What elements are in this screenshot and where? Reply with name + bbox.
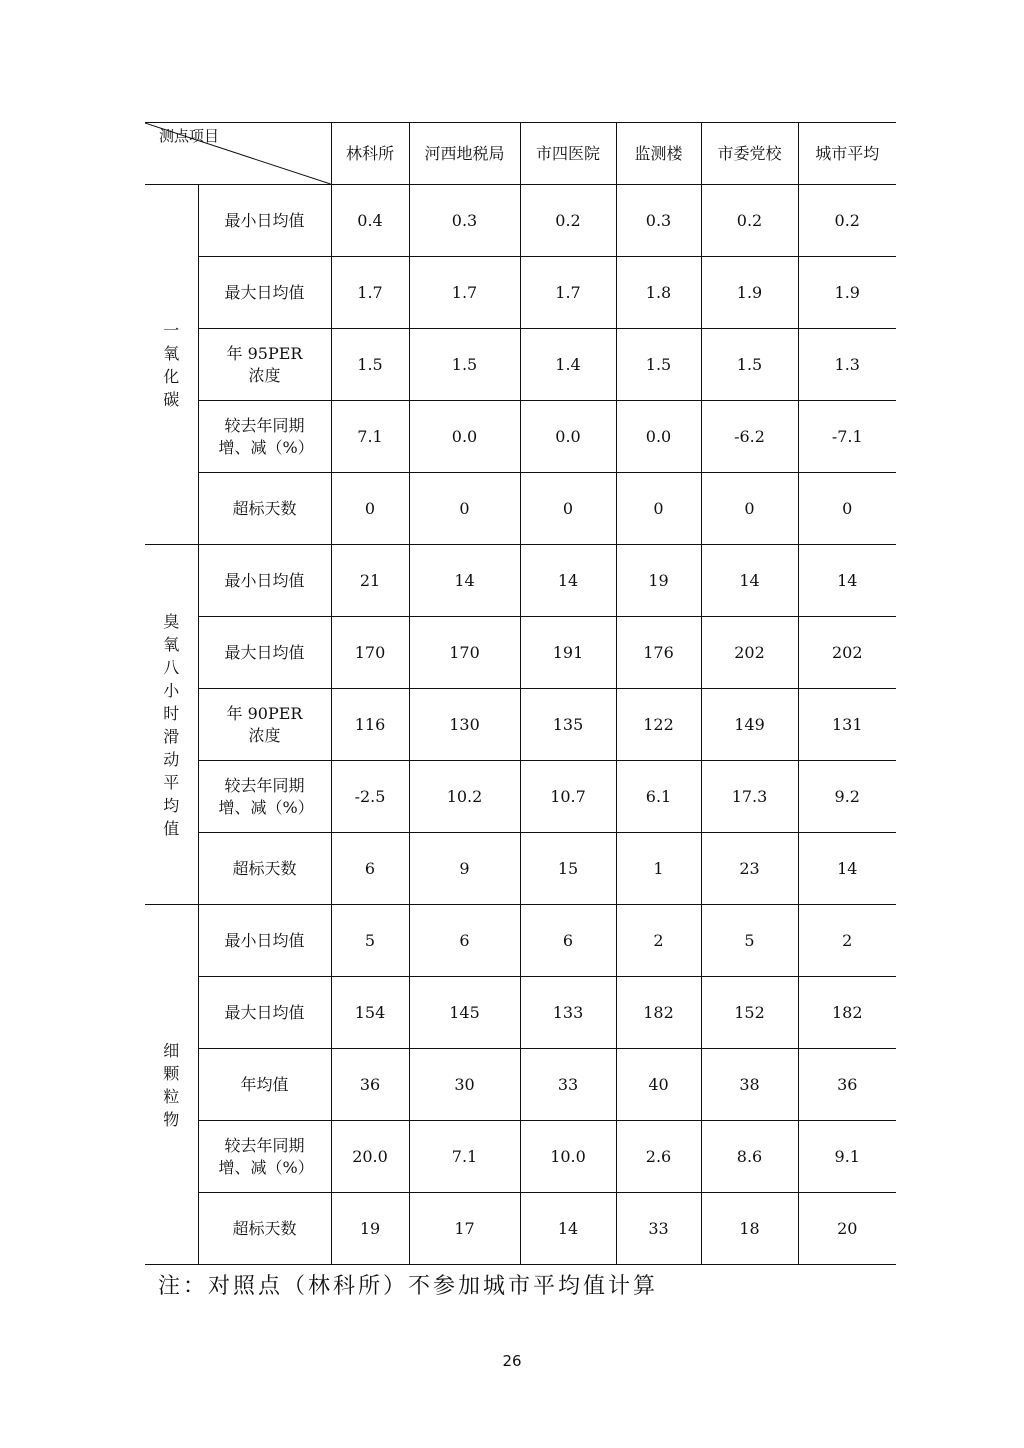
value-cell: 0.3 [616, 185, 701, 257]
value-cell: 18 [701, 1193, 798, 1265]
group-label-cell [145, 545, 198, 905]
value-cell: 0.0 [520, 401, 616, 473]
value-cell: 36 [798, 1049, 896, 1121]
table-note: 注：对照点（林科所）不参加城市平均值计算 [158, 1274, 659, 1299]
value-cell: 149 [701, 689, 798, 761]
value-cell: 6 [409, 905, 520, 977]
value-cell: 17 [409, 1193, 520, 1265]
value-cell: 135 [520, 689, 616, 761]
value-cell: 1.7 [331, 257, 409, 329]
metric-label: 最小日均值 [198, 545, 331, 617]
value-cell: 2 [798, 905, 896, 977]
value-cell: 20 [798, 1193, 896, 1265]
value-cell: 14 [798, 833, 896, 905]
value-cell: 10.0 [520, 1121, 616, 1193]
value-cell: 133 [520, 977, 616, 1049]
table-row [145, 905, 896, 977]
value-cell: 9.1 [798, 1121, 896, 1193]
value-cell: 8.6 [701, 1121, 798, 1193]
table-row [145, 1193, 896, 1265]
value-cell: 21 [331, 545, 409, 617]
value-cell: 19 [331, 1193, 409, 1265]
table-row [145, 185, 896, 257]
value-cell: 33 [616, 1193, 701, 1265]
station-header: 林科所 [331, 123, 409, 185]
station-header: 监测楼 [616, 123, 701, 185]
value-cell: 10.7 [520, 761, 616, 833]
group-label: 一氧化碳 [163, 320, 180, 409]
value-cell: 30 [409, 1049, 520, 1121]
value-cell: 170 [409, 617, 520, 689]
value-cell: 191 [520, 617, 616, 689]
value-cell: 5 [331, 905, 409, 977]
value-cell: 1.3 [798, 329, 896, 401]
value-cell: 130 [409, 689, 520, 761]
value-cell: 2.6 [616, 1121, 701, 1193]
value-cell: 19 [616, 545, 701, 617]
value-cell: 20.0 [331, 1121, 409, 1193]
metric-label: 最小日均值 [198, 905, 331, 977]
value-cell: 6.1 [616, 761, 701, 833]
value-cell: 0 [409, 473, 520, 545]
value-cell: 0 [616, 473, 701, 545]
table-row [145, 545, 896, 617]
value-cell: -7.1 [798, 401, 896, 473]
value-cell: 23 [701, 833, 798, 905]
table-row [145, 617, 896, 689]
value-cell: 0 [701, 473, 798, 545]
value-cell: 14 [701, 545, 798, 617]
header-row [145, 123, 896, 185]
value-cell: 0 [520, 473, 616, 545]
value-cell: 0.0 [409, 401, 520, 473]
value-cell: 7.1 [331, 401, 409, 473]
value-cell: 38 [701, 1049, 798, 1121]
metric-label: 较去年同期增、减（%） [198, 401, 331, 473]
value-cell: 40 [616, 1049, 701, 1121]
value-cell: 0.0 [616, 401, 701, 473]
metric-label: 最大日均值 [198, 617, 331, 689]
corner-header-cell [145, 123, 331, 185]
value-cell: 0.4 [331, 185, 409, 257]
page-number: 26 [502, 1352, 522, 1370]
value-cell: 1.9 [798, 257, 896, 329]
value-cell: 14 [409, 545, 520, 617]
table-row [145, 401, 896, 473]
value-cell: 170 [331, 617, 409, 689]
table-row [145, 689, 896, 761]
value-cell: 6 [520, 905, 616, 977]
group-label-cell [145, 905, 198, 1265]
value-cell: 17.3 [701, 761, 798, 833]
metric-label: 最大日均值 [198, 257, 331, 329]
group-label: 细颗粒物 [163, 1040, 180, 1129]
value-cell: 0.2 [701, 185, 798, 257]
value-cell: 9 [409, 833, 520, 905]
value-cell: 14 [520, 1193, 616, 1265]
table-row [145, 1049, 896, 1121]
value-cell: 10.2 [409, 761, 520, 833]
value-cell: 152 [701, 977, 798, 1049]
value-cell: 1.7 [409, 257, 520, 329]
value-cell: 1.9 [701, 257, 798, 329]
value-cell: 9.2 [798, 761, 896, 833]
value-cell: 0 [331, 473, 409, 545]
value-cell: 1.7 [520, 257, 616, 329]
value-cell: 14 [520, 545, 616, 617]
metric-label: 年 95PER 浓度 [198, 329, 331, 401]
metric-label: 较去年同期增、减（%） [198, 761, 331, 833]
table-row [145, 1121, 896, 1193]
value-cell: 7.1 [409, 1121, 520, 1193]
value-cell: 0.2 [798, 185, 896, 257]
value-cell: 131 [798, 689, 896, 761]
value-cell: 116 [331, 689, 409, 761]
value-cell: 122 [616, 689, 701, 761]
table-row [145, 761, 896, 833]
metric-label: 超标天数 [198, 1193, 331, 1265]
metric-label: 较去年同期增、减（%） [198, 1121, 331, 1193]
corner-label: 测点项目 [159, 127, 220, 145]
metric-label: 最大日均值 [198, 977, 331, 1049]
group-label-cell [145, 185, 198, 545]
value-cell: 2 [616, 905, 701, 977]
station-header: 市四医院 [520, 123, 616, 185]
value-cell: 5 [701, 905, 798, 977]
value-cell: 14 [798, 545, 896, 617]
station-header: 河西地税局 [409, 123, 520, 185]
metric-label: 超标天数 [198, 833, 331, 905]
value-cell: -2.5 [331, 761, 409, 833]
metric-label: 年 90PER 浓度 [198, 689, 331, 761]
metric-label: 超标天数 [198, 473, 331, 545]
value-cell: 182 [616, 977, 701, 1049]
value-cell: 6 [331, 833, 409, 905]
table-row [145, 257, 896, 329]
value-cell: 1.5 [701, 329, 798, 401]
group-label: 臭氧八小时滑动平均值 [163, 611, 180, 838]
value-cell: -6.2 [701, 401, 798, 473]
table-row [145, 833, 896, 905]
value-cell: 15 [520, 833, 616, 905]
value-cell: 202 [701, 617, 798, 689]
value-cell: 1.4 [520, 329, 616, 401]
value-cell: 1.5 [409, 329, 520, 401]
station-header: 市委党校 [701, 123, 798, 185]
value-cell: 1.5 [616, 329, 701, 401]
value-cell: 1.8 [616, 257, 701, 329]
table-row [145, 473, 896, 545]
value-cell: 0.2 [520, 185, 616, 257]
metric-label: 年均值 [198, 1049, 331, 1121]
table-row [145, 977, 896, 1049]
table-row [145, 329, 896, 401]
value-cell: 182 [798, 977, 896, 1049]
value-cell: 176 [616, 617, 701, 689]
air-quality-table [145, 122, 896, 1265]
value-cell: 0 [798, 473, 896, 545]
value-cell: 1 [616, 833, 701, 905]
value-cell: 145 [409, 977, 520, 1049]
metric-label: 最小日均值 [198, 185, 331, 257]
value-cell: 202 [798, 617, 896, 689]
station-header: 城市平均 [798, 123, 896, 185]
value-cell: 33 [520, 1049, 616, 1121]
value-cell: 154 [331, 977, 409, 1049]
value-cell: 36 [331, 1049, 409, 1121]
value-cell: 1.5 [331, 329, 409, 401]
value-cell: 0.3 [409, 185, 520, 257]
